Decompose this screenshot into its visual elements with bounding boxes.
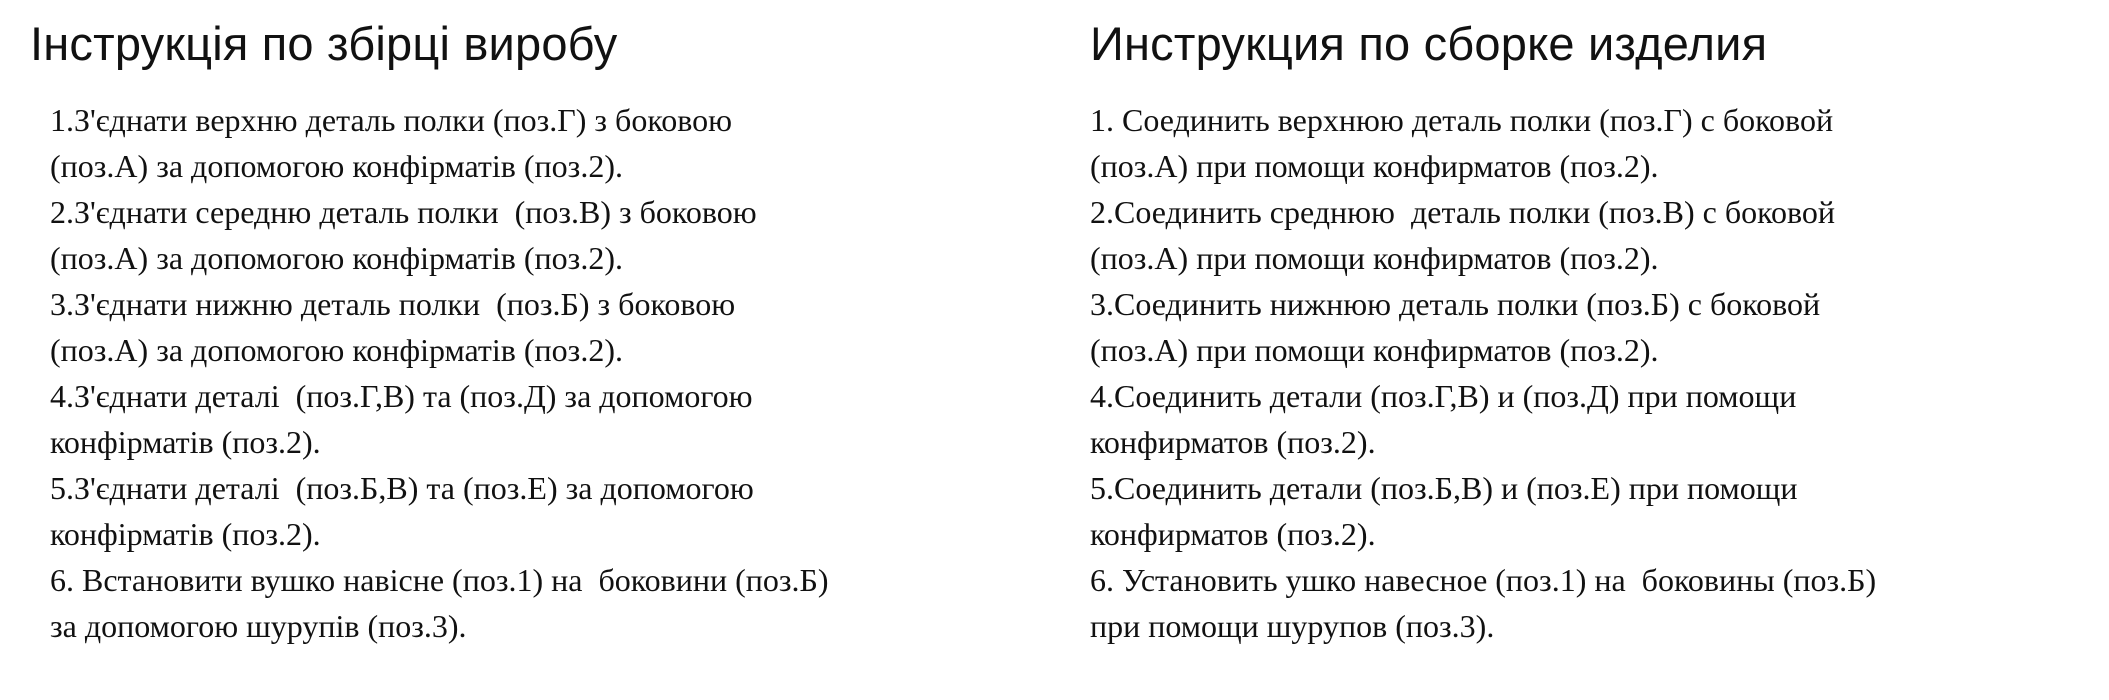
step-item xyxy=(1090,373,1876,465)
step-item xyxy=(1090,189,1876,281)
step-text-line: 2.З'єднати середню деталь полки (поз.В) з боковою xyxy=(50,194,757,230)
step-item xyxy=(50,373,829,465)
steps-list xyxy=(50,97,829,649)
step-text-line: конфирматов (поз.2). xyxy=(1090,424,1376,460)
step-text-line: (поз.А) при помощи конфирматов (поз.2). xyxy=(1090,148,1659,184)
step-text-line: конфірматів (поз.2). xyxy=(50,516,321,552)
step-item xyxy=(50,465,829,557)
step-item xyxy=(50,189,829,281)
step-text-line: конфірматів (поз.2). xyxy=(50,424,321,460)
step-text-line: 2.Соединить среднюю деталь полки (поз.В) с боковой xyxy=(1090,194,1836,230)
steps-list xyxy=(1090,97,1876,649)
step-item xyxy=(50,97,829,189)
step-item xyxy=(1090,281,1876,373)
step-text-line: конфирматов (поз.2). xyxy=(1090,516,1376,552)
step-text-line: 6. Установить ушко навесное (поз.1) на боковины (поз.Б) xyxy=(1090,562,1877,598)
step-text-line: (поз.А) за допомогою конфірматів (поз.2). xyxy=(50,332,623,368)
step-item xyxy=(50,557,829,649)
step-item xyxy=(1090,557,1876,649)
step-text-line: 3.З'єднати нижню деталь полки (поз.Б) з боковою xyxy=(50,286,736,322)
step-text-line: 1.З'єднати верхню деталь полки (поз.Г) з боковою xyxy=(50,102,733,138)
step-text-line: 4.З'єднати деталі (поз.Г,В) та (поз.Д) за допомогою xyxy=(50,378,753,414)
step-text-line: (поз.А) за допомогою конфірматів (поз.2). xyxy=(50,240,623,276)
step-text-line: 6. Встановити вушко навісне (поз.1) на боковини (поз.Б) xyxy=(50,562,829,598)
step-text-line: 3.Соединить нижнюю деталь полки (поз.Б) с боковой xyxy=(1090,286,1821,322)
step-text-line: 5.Соединить детали (поз.Б,В) и (поз.Е) при помощи xyxy=(1090,470,1798,506)
column-title: Інструкція по збірці виробу xyxy=(30,17,618,70)
step-item xyxy=(1090,465,1876,557)
step-text-line: (поз.А) при помощи конфирматов (поз.2). xyxy=(1090,240,1659,276)
step-text-line: (поз.А) при помощи конфирматов (поз.2). xyxy=(1090,332,1659,368)
step-text-line: за допомогою шурупів (поз.3). xyxy=(50,608,467,644)
step-item xyxy=(1090,97,1876,189)
column-title: Инструкция по сборке изделия xyxy=(1090,17,1768,70)
step-text-line: (поз.А) за допомогою конфірматів (поз.2). xyxy=(50,148,623,184)
step-text-line: при помощи шурупов (поз.3). xyxy=(1090,608,1495,644)
step-item xyxy=(50,281,829,373)
step-text-line: 1. Соединить верхнюю деталь полки (поз.Г) с боковой xyxy=(1090,102,1834,138)
step-text-line: 4.Соединить детали (поз.Г,В) и (поз.Д) при помощи xyxy=(1090,378,1797,414)
step-text-line: 5.З'єднати деталі (поз.Б,В) та (поз.Е) за допомогою xyxy=(50,470,754,506)
